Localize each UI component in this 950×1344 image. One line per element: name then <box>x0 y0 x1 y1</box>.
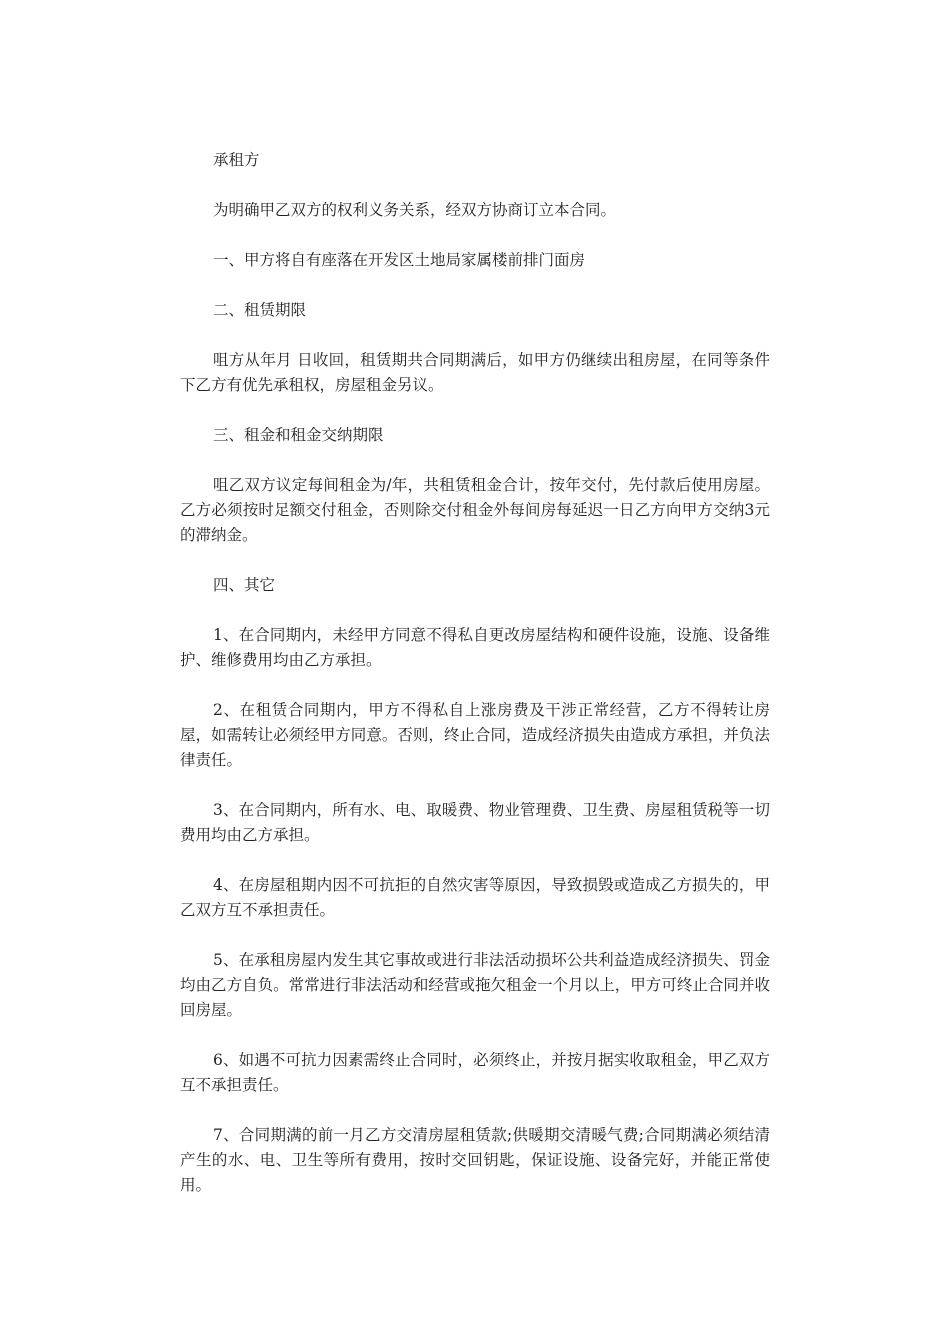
paragraph-section-2-heading: 二、租赁期限 <box>213 301 307 319</box>
paragraph-section-4-heading: 四、其它 <box>213 576 276 594</box>
paragraph-lease-term: 咀方从年月 日收回，租赁期共合同期满后，如甲方仍继续出租房屋，在同等条件下乙方有优先承租权，房屋租金另议。 <box>180 351 770 394</box>
document-body <box>180 148 770 1223</box>
paragraph-section-3-heading: 三、租金和租金交纳期限 <box>213 426 384 444</box>
paragraph-clause-4: 4、在房屋租期内因不可抗拒的自然灾害等原因，导致损毁或造成乙方损失的，甲乙双方互不承担责任。 <box>180 876 770 919</box>
paragraph-rent-terms: 咀乙双方议定每间租金为/年，共租赁租金合计，按年交付，先付款后使用房屋。乙方必须按时足额交付租金，否则除交付租金外每间房每延迟一日乙方向甲方交纳3元的滞纳金。 <box>180 476 770 544</box>
paragraph-clause-2: 2、在租赁合同期内，甲方不得私自上涨房费及干涉正常经营，乙方不得转让房屋，如需转让必须经甲方同意。否则，终止合同，造成经济损失由造成方承担，并负法律责任。 <box>180 701 770 769</box>
paragraph-clause-7: 7、合同期满的前一月乙方交清房屋租赁款;供暖期交清暖气费;合同期满必须结清产生的水、电、卫生等所有费用，按时交回钥匙，保证设施、设备完好，并能正常使用。 <box>180 1126 770 1194</box>
paragraph-section-1: 一、甲方将自有座落在开发区土地局家属楼前排门面房 <box>213 251 586 269</box>
paragraph-clause-1: 1、在合同期内，未经甲方同意不得私自更改房屋结构和硬件设施，设施、设备维护、维修费用均由乙方承担。 <box>180 626 770 669</box>
paragraph-lessee-heading: 承租方 <box>213 151 260 169</box>
paragraph-clause-6: 6、如遇不可抗力因素需终止合同时，必须终止，并按月据实收取租金，甲乙双方互不承担责任。 <box>180 1051 770 1094</box>
paragraph-preamble: 为明确甲乙双方的权利义务关系，经双方协商订立本合同。 <box>213 201 617 219</box>
paragraph-clause-5: 5、在承租房屋内发生其它事故或进行非法活动损坏公共利益造成经济损失、罚金均由乙方自负。常常进行非法活动和经营或拖欠租金一个月以上，甲方可终止合同并收回房屋。 <box>180 951 770 1019</box>
paragraph-clause-3: 3、在合同期内，所有水、电、取暖费、物业管理费、卫生费、房屋租赁税等一切费用均由乙方承担。 <box>180 801 770 844</box>
